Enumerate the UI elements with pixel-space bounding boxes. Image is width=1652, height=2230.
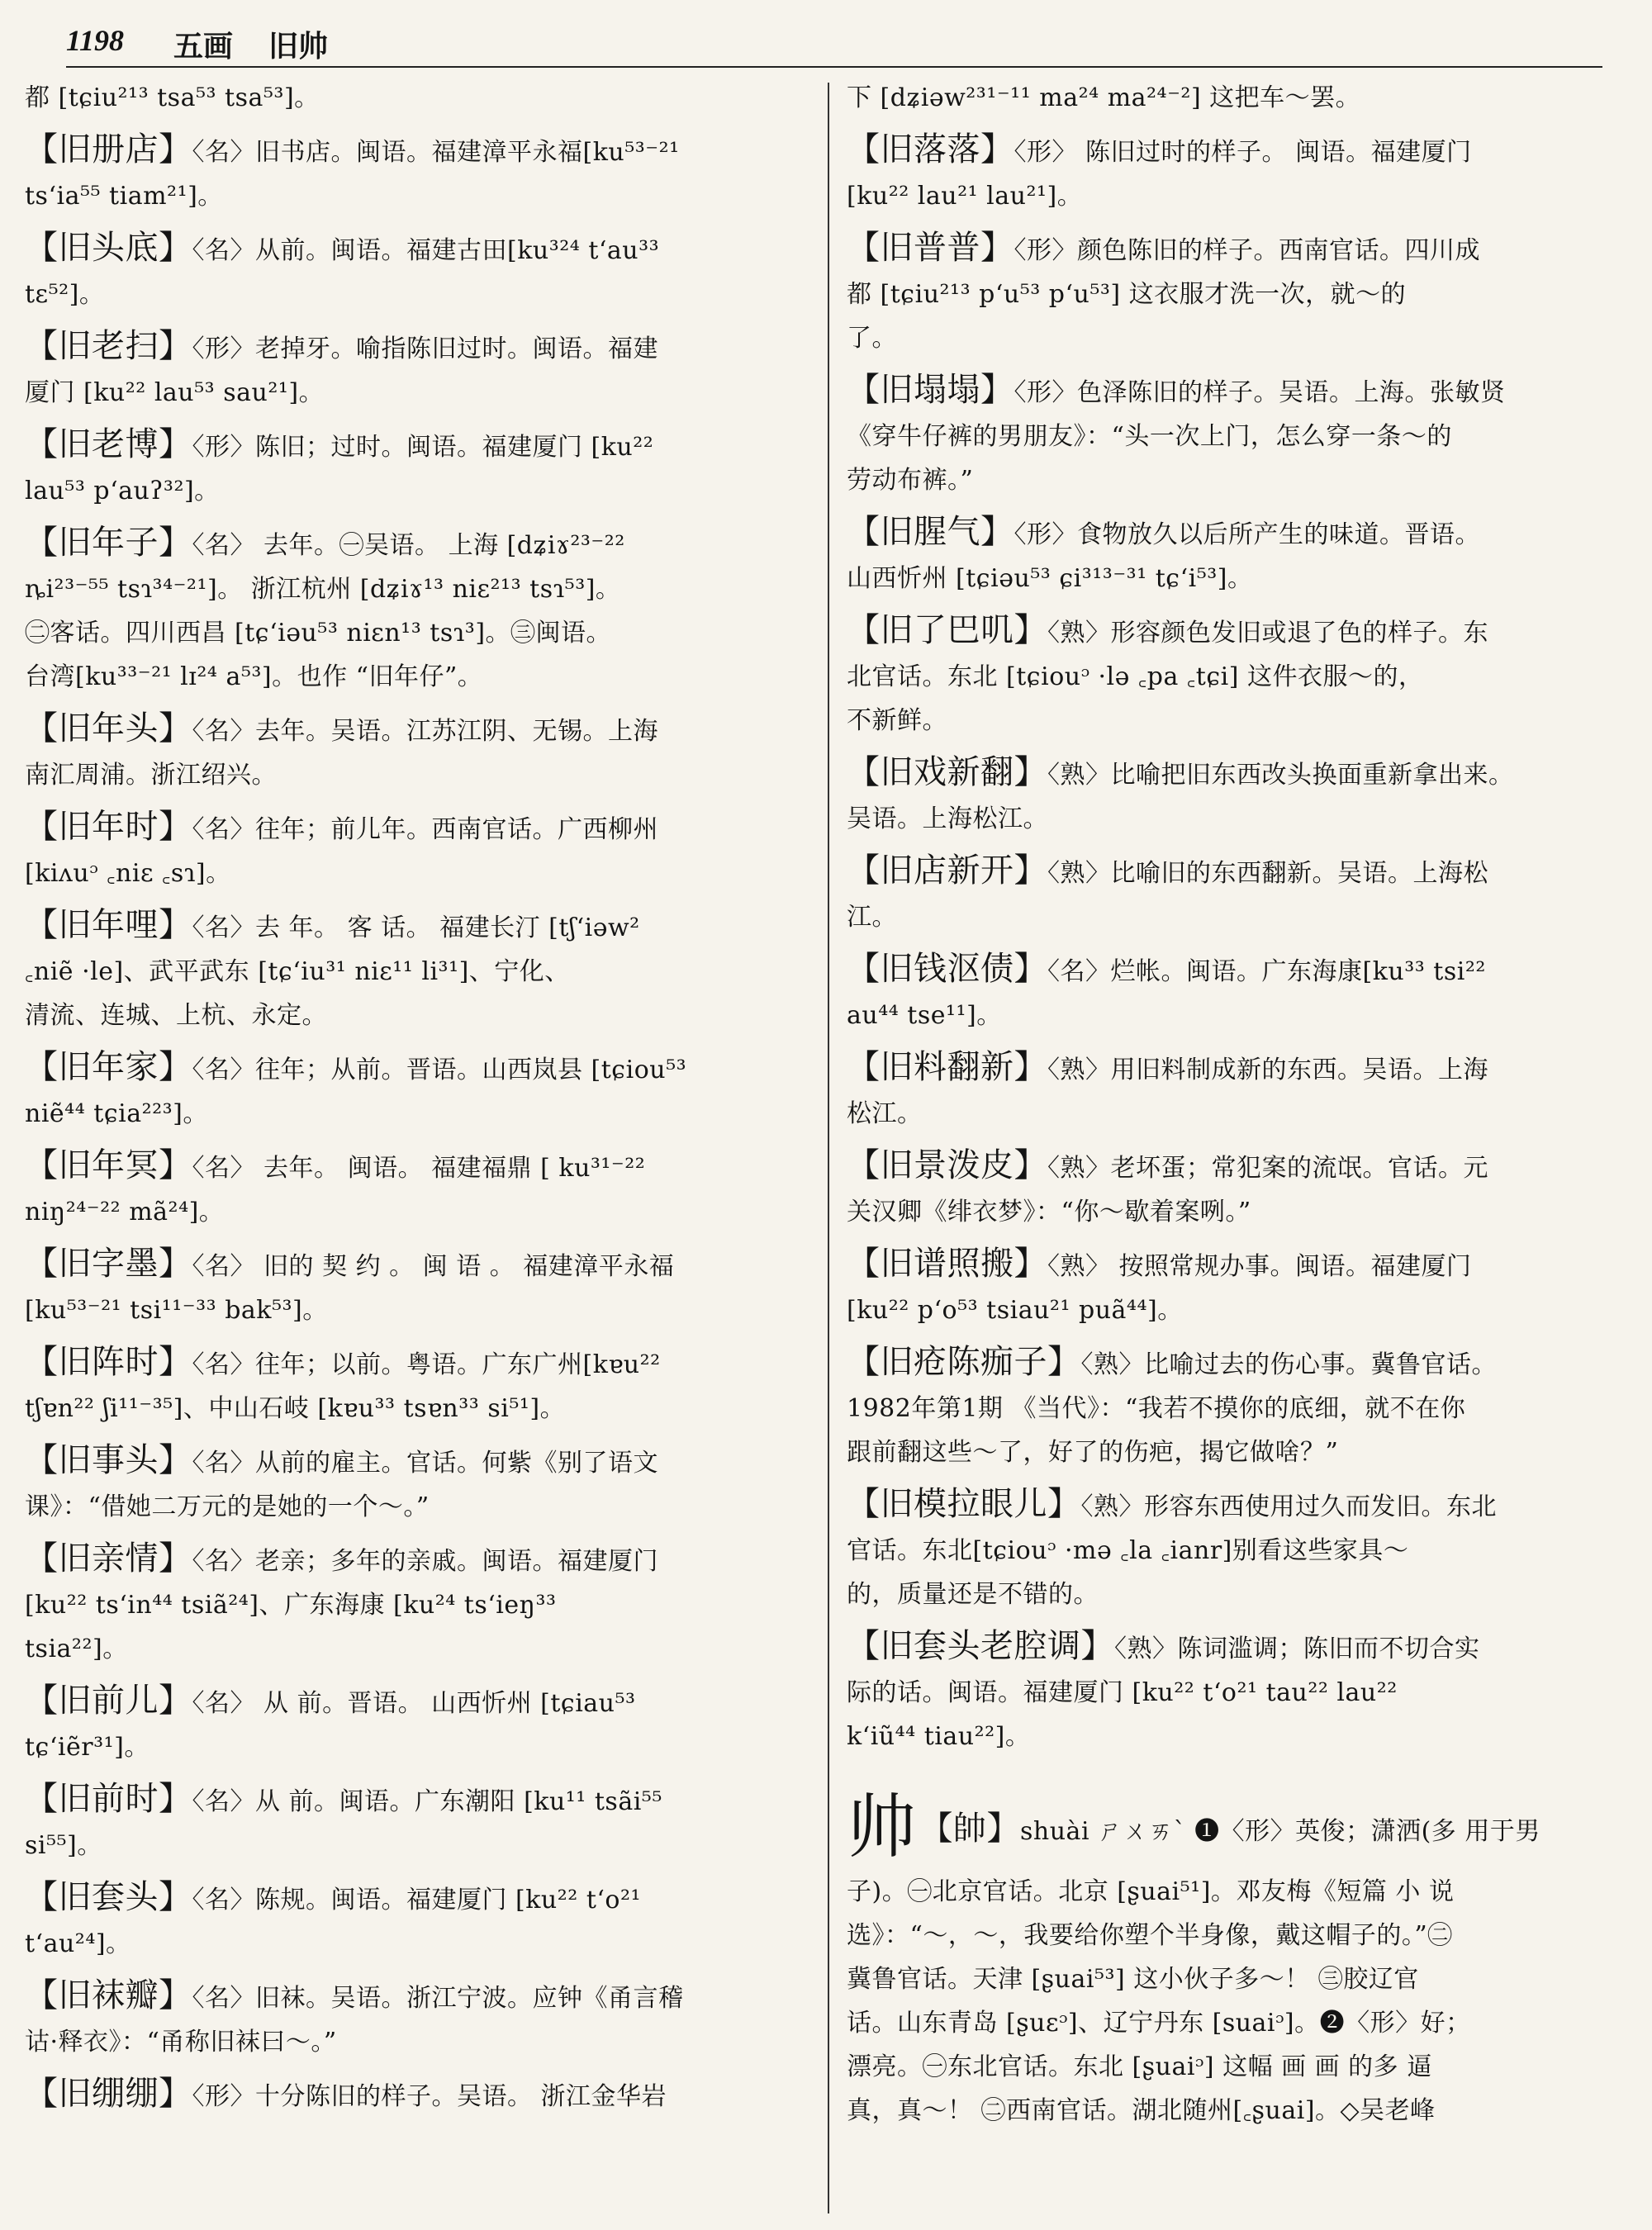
dictionary-entry <box>847 849 1627 939</box>
entry-line <box>25 1679 801 1725</box>
entry-text: ts‘ia⁵⁵ tiam²¹]。 <box>25 182 223 211</box>
entry-line <box>847 1288 1627 1332</box>
entry-headword: 【旧亲情】 <box>25 1540 192 1578</box>
entry-text: [ku⁵³⁻²¹ tsi¹¹⁻³³ bak⁵³]。 <box>25 1296 328 1325</box>
dictionary-entry <box>25 1777 801 1867</box>
entry-line <box>25 469 801 513</box>
entry-line <box>847 1715 1627 1758</box>
dictionary-entry <box>847 510 1627 600</box>
entry-headword: 【旧模拉眼儿】 <box>847 1485 1081 1523</box>
entry-text: 吴语。上海松江。 <box>847 804 1048 833</box>
entry-headword: 【旧年哩】 <box>25 906 192 944</box>
entry-text: 选》：“～，～，我要给你塑个半身像，戴这帽子的。”㊁ <box>847 1921 1453 1950</box>
entry-text: 〈熟〉比喻把旧东西改头换面重新拿出来。 <box>1047 761 1514 790</box>
entry-text: 〈形〉十分陈旧的样子。吴语。 浙江金华岩 <box>192 2082 667 2111</box>
entry-line <box>25 226 801 273</box>
entry-headword: 【旧套头老腔调】 <box>847 1627 1114 1665</box>
entry-headword: 【旧年家】 <box>25 1048 192 1086</box>
entry-text: au⁴⁴ tse¹¹]。 <box>847 1001 1002 1030</box>
dictionary-entry <box>25 904 801 1037</box>
dictionary-entry <box>25 521 801 699</box>
entry-line <box>25 1387 801 1431</box>
entry-line <box>847 1340 1627 1387</box>
dictionary-entry <box>25 1340 801 1431</box>
entry-line <box>847 174 1627 218</box>
entry-line <box>25 371 801 415</box>
dictionary-entry <box>847 128 1627 218</box>
entry-line <box>847 368 1627 415</box>
entry-headword: 【旧袜瓣】 <box>25 1976 192 2014</box>
entry-text: 的，质量还是不错的。 <box>847 1580 1099 1609</box>
entry-line <box>25 1046 801 1092</box>
entry-headword: 【旧料翻新】 <box>847 1048 1047 1086</box>
dictionary-entry <box>25 1537 801 1671</box>
dictionary-entry <box>847 226 1627 360</box>
dictionary-entry <box>847 609 1627 743</box>
entry-line <box>25 655 801 699</box>
entry-text: 〈熟〉老坏蛋；常犯案的流氓。官话。元 <box>1047 1154 1488 1183</box>
section-gap <box>847 1767 1627 1790</box>
dictionary-entry <box>25 325 801 415</box>
entry-headword: 【旧腥气】 <box>847 513 1014 551</box>
entry-headword: 【旧事头】 <box>25 1441 192 1479</box>
entry-text: shuài ㄕㄨㄞˋ ❶〈形〉英俊；潇洒(多 用于男 <box>1020 1817 1540 1846</box>
entry-text: niẽ⁴⁴ tɕia²²³]。 <box>25 1099 208 1128</box>
dictionary-entry <box>847 1483 1627 1616</box>
entry-headword: 【旧阵时】 <box>25 1343 192 1381</box>
page-header <box>66 18 1602 68</box>
entry-line <box>25 753 801 797</box>
entry-line <box>847 1790 1627 1870</box>
entry-headword: 【旧戏新翻】 <box>847 753 1047 791</box>
entry-line <box>847 895 1627 939</box>
entry-line <box>847 1483 1627 1529</box>
entry-text: 〈名〉陈规。闽语。福建厦门 [ku²² t‘o²¹ <box>192 1886 642 1914</box>
dictionary-entry <box>25 1046 801 1136</box>
entry-line <box>25 805 801 852</box>
entry-line <box>847 1431 1627 1474</box>
entry-text: 〈名〉 去年。 闽语。 福建福鼎 [ ku³¹⁻²² <box>192 1154 646 1183</box>
dictionary-entry <box>847 76 1627 120</box>
entry-line <box>847 458 1627 502</box>
entry-line <box>25 1144 801 1190</box>
entry-line <box>847 751 1627 797</box>
entry-line <box>847 1144 1627 1190</box>
entry-line <box>847 994 1627 1037</box>
entry-headword: 【旧前时】 <box>25 1780 192 1818</box>
entry-text: [ku²² p‘o⁵³ tsiau²¹ puã⁴⁴]。 <box>847 1296 1183 1325</box>
entry-text: 〈名〉 去年。㊀吴语。 上海 [dʑiɤ²³⁻²² <box>192 531 625 560</box>
entry-text: si⁵⁵]。 <box>25 1831 102 1860</box>
dictionary-entry <box>847 1046 1627 1136</box>
entry-line <box>847 849 1627 895</box>
dictionary-entry <box>25 1974 801 2064</box>
entry-headword: 【旧年冥】 <box>25 1146 192 1184</box>
entry-line <box>25 852 801 895</box>
entry-text: 〈名〉从 前。闽语。广东潮阳 [ku¹¹ tsãi⁵⁵ <box>192 1787 662 1816</box>
entry-text: 诂·释衣》：“甬称旧袜曰～。” <box>25 2028 337 2057</box>
entry-line <box>25 904 801 950</box>
entry-line <box>25 273 801 316</box>
dictionary-entry <box>25 1679 801 1769</box>
entry-text: 〈熟〉比喻过去的伤心事。冀鲁官话。 <box>1080 1350 1497 1379</box>
entry-text: 〈形〉 陈旧过时的样子。 闽语。福建厦门 <box>1014 138 1472 167</box>
entry-text: ȵi²³⁻⁵⁵ tsɿ³⁴⁻²¹]。 浙江杭州 [dʑiɤ¹³ niɛ²¹³ tsɿ⁵³]。 <box>25 575 621 604</box>
entry-text: 〈熟〉形容东西使用过久而发旧。东北 <box>1080 1492 1497 1521</box>
entry-line <box>25 1583 801 1627</box>
entry-text: 际的话。闽语。福建厦门 [ku²² t‘o²¹ tau²² lau²² <box>847 1678 1398 1707</box>
entry-line <box>847 316 1627 360</box>
entry-text: lau⁵³ p‘auʔ³²]。 <box>25 477 220 505</box>
entry-line <box>847 1573 1627 1616</box>
entry-text: [ku²² ts‘in⁴⁴ tsiã²⁴]、广东海康 [ku²⁴ ts‘ieŋ³³ <box>25 1591 557 1620</box>
page-number: 1198 <box>66 24 125 57</box>
entry-text: 了。 <box>847 324 897 353</box>
entry-text: 〈名〉从前。闽语。福建古田[ku³²⁴ t‘au³³ <box>192 236 660 265</box>
dictionary-entry <box>25 805 801 895</box>
entry-text: 《穿牛仔裤的男朋友》：“头一次上门，怎么穿一条～的 <box>847 422 1452 451</box>
entry-text: tsia²²]。 <box>25 1635 128 1663</box>
entry-line <box>847 655 1627 699</box>
entry-headword: 【旧谱照搬】 <box>847 1245 1047 1283</box>
entry-text: 官话。东北[tɕiouᵓ ·mə ꜀la ꜀ianr]别看这些家具～ <box>847 1536 1409 1565</box>
entry-line <box>847 609 1627 655</box>
entry-text: 〈名〉往年；以前。粤语。广东广州[kɐu²² <box>192 1350 661 1379</box>
entry-line <box>25 994 801 1037</box>
entry-line <box>847 1387 1627 1431</box>
entry-text: 〈熟〉比喻旧的东西翻新。吴语。上海松 <box>1047 859 1488 888</box>
entry-text: 1982年第1期 《当代》：“我若不摸你的底细，就不在你 <box>847 1394 1466 1423</box>
entry-text: 〈形〉颜色陈旧的样子。西南官话。四川成 <box>1014 236 1480 265</box>
dictionary-entry <box>847 368 1627 502</box>
entry-line <box>847 76 1627 120</box>
dictionary-entry <box>25 76 801 120</box>
entry-line <box>847 226 1627 273</box>
entry-line <box>25 1627 801 1671</box>
entry-text: 〈熟〉用旧料制成新的东西。吴语。上海 <box>1047 1056 1488 1084</box>
entry-text: [kiʌuᵓ ꜀niɛ ꜀sɿ]。 <box>25 859 231 888</box>
dictionary-entry <box>25 1242 801 1332</box>
entry-line <box>847 2089 1627 2133</box>
entry-line <box>25 1876 801 1922</box>
entry-line <box>847 1914 1627 1957</box>
entry-line <box>25 521 801 567</box>
entry-line <box>25 567 801 611</box>
dictionary-entry <box>25 2072 801 2118</box>
entry-text: niŋ²⁴⁻²² mã²⁴]。 <box>25 1198 225 1226</box>
entry-text: 北官话。东北 [tɕiouᵓ ·lə ꜀pa ꜀tɕi] 这件衣服～的， <box>847 662 1424 691</box>
entry-line <box>847 699 1627 743</box>
entry-headword: 【旧落落】 <box>847 130 1014 168</box>
entry-line <box>25 611 801 655</box>
entry-headword: 【旧塌塌】 <box>847 371 1014 409</box>
entry-line <box>25 174 801 218</box>
entry-text: 〈形〉陈旧；过时。闽语。福建厦门 [ku²² <box>192 433 654 462</box>
entry-text: 关汉卿《绯衣梦》：“你～歇着案咧。” <box>847 1198 1251 1226</box>
entry-line <box>25 1340 801 1387</box>
entry-line <box>25 2020 801 2064</box>
dictionary-entry <box>847 947 1627 1037</box>
entry-headword: 【旧钱沤债】 <box>847 950 1047 988</box>
entry-text: 〈熟〉陈词滥调；陈旧而不切合实 <box>1114 1635 1480 1663</box>
entry-text: 劳动布裤。” <box>847 466 974 495</box>
dictionary-entry <box>847 1340 1627 1474</box>
dictionary-entry <box>847 1144 1627 1234</box>
entry-text: 话。山东青岛 [ʂuɛᵓ]、辽宁丹东 [suaiᵓ]。❷〈形〉好； <box>847 2009 1471 2038</box>
entry-line <box>847 1957 1627 2001</box>
entry-line <box>25 1190 801 1234</box>
entry-line <box>25 1092 801 1136</box>
entry-line <box>847 1190 1627 1234</box>
entry-text: 〈名〉往年；从前。晋语。山西岚县 [tɕiou⁵³ <box>192 1056 687 1084</box>
dictionary-entry <box>847 1625 1627 1758</box>
entry-text: 真，真～！ ㊁西南官话。湖北随州[꜀ʂuai]。◇吴老峰 <box>847 2096 1436 2125</box>
entry-text: 厦门 [ku²² lau⁵³ sau²¹]。 <box>25 378 325 407</box>
entry-text: 冀鲁官话。天津 [ʂuai⁵³] 这小伙子多～！ ㊂胶辽官 <box>847 1965 1419 1994</box>
entry-text: 下 [dʑiəw²³¹⁻¹¹ ma²⁴ ma²⁴⁻²] 这把车～罢。 <box>847 83 1361 112</box>
entry-headword: 【旧前儿】 <box>25 1682 192 1720</box>
headword-range: 旧帅 <box>268 29 329 64</box>
entry-line <box>25 325 801 371</box>
entry-line <box>25 1824 801 1867</box>
entry-headword: 【旧绷绷】 <box>25 2075 192 2113</box>
entry-line <box>25 950 801 994</box>
entry-line <box>847 557 1627 600</box>
entry-line <box>25 1485 801 1529</box>
entry-headword: 【旧套头】 <box>25 1878 192 1916</box>
entry-text: 不新鲜。 <box>847 706 947 735</box>
left-column <box>25 76 801 2127</box>
main-headword: 帅 <box>847 1790 917 1867</box>
dictionary-entry <box>25 128 801 218</box>
entry-line <box>25 1288 801 1332</box>
entry-line <box>25 1242 801 1288</box>
entry-text: 〈名〉去年。吴语。江苏江阴、无锡。上海 <box>192 717 658 746</box>
entry-line <box>847 2045 1627 2089</box>
column-divider <box>828 83 829 2213</box>
entry-headword: 【旧年头】 <box>25 709 192 747</box>
entry-line <box>847 1092 1627 1136</box>
entry-text: 〈形〉色泽陈旧的样子。吴语。上海。张敏贤 <box>1014 378 1506 407</box>
dictionary-entry <box>847 1242 1627 1332</box>
entry-text: 都 [tɕiu²¹³ p‘u⁵³ p‘u⁵³] 这衣服才洗一次，就～的 <box>847 280 1407 309</box>
entry-line <box>847 273 1627 316</box>
entry-text: 〈名〉旧袜。吴语。浙江宁波。应钟《甬言稽 <box>192 1984 684 2013</box>
entry-text: 〈名〉去 年。 客 话。 福建长汀 [tʃ‘iəw² <box>192 913 640 942</box>
entry-headword: 【旧老扫】 <box>25 327 192 365</box>
entry-headword: 【旧字墨】 <box>25 1245 192 1283</box>
entry-text: 〈名〉从前的雇主。官话。何紫《别了语文 <box>192 1449 658 1478</box>
entry-line <box>25 1777 801 1824</box>
entry-text: 〈名〉 旧的 契 约 。 闽 语 。 福建漳平永福 <box>192 1252 675 1281</box>
entry-text: [ku²² lau²¹ lau²¹]。 <box>847 182 1083 211</box>
entry-line <box>847 1870 1627 1914</box>
dictionary-entry <box>25 423 801 513</box>
entry-line <box>25 1922 801 1966</box>
entry-text: tʃɐn²² ʃi¹¹⁻³⁵]、中山石岐 [kɐu³³ tsɐn³³ si⁵¹]。 <box>25 1394 566 1423</box>
entry-line <box>25 1439 801 1485</box>
entry-text: 松江。 <box>847 1099 923 1128</box>
entry-text: 〈形〉老掉牙。喻指陈旧过时。闽语。福建 <box>192 334 658 363</box>
entry-text: 清流、连城、上杭、永定。 <box>25 1001 327 1030</box>
entry-text: 江。 <box>847 903 897 932</box>
entry-headword: 【旧年子】 <box>25 524 192 562</box>
dictionary-entry <box>25 1439 801 1529</box>
entry-line <box>25 1725 801 1769</box>
dictionary-entry <box>847 1790 1627 2133</box>
entry-headword: 【旧疮陈痂子】 <box>847 1343 1081 1381</box>
entry-text: ꜀niẽ ·le]、武平武东 [tɕ‘iu³¹ niɛ¹¹ li³¹]、宁化、 <box>25 957 570 986</box>
entry-line <box>25 1537 801 1583</box>
right-column <box>847 76 1627 2141</box>
entry-text: 〈名〉 从 前。晋语。 山西忻州 [tɕiau⁵³ <box>192 1689 636 1718</box>
entry-line <box>25 1974 801 2020</box>
entry-text: 漂亮。㊀东北官话。东北 [ʂuaiᵓ] 这幅 画 画 的多 逼 <box>847 2052 1432 2081</box>
entry-headword: 【旧了巴叽】 <box>847 611 1047 649</box>
entry-text: 都 [tɕiu²¹³ tsa⁵³ tsa⁵³]。 <box>25 83 320 112</box>
stroke-count-label: 五画 <box>173 29 234 64</box>
entry-text: 山西忻州 [tɕiəu⁵³ ɕi³¹³⁻³¹ tɕ‘i⁵³]。 <box>847 564 1253 593</box>
entry-text: k‘iũ⁴⁴ tiau²²]。 <box>847 1722 1031 1751</box>
entry-headword: 【旧店新开】 <box>847 852 1047 890</box>
dictionary-entry <box>25 1144 801 1234</box>
entry-headword: 【旧老博】 <box>25 425 192 463</box>
entry-text: 子)。㊀北京官话。北京 [ʂuai⁵¹]。邓友梅《短篇 小 说 <box>847 1877 1455 1906</box>
entry-headword: 【旧年时】 <box>25 808 192 846</box>
entry-text: 〈熟〉 按照常规办事。闽语。福建厦门 <box>1047 1252 1472 1281</box>
entry-line <box>847 415 1627 458</box>
entry-line <box>847 2001 1627 2045</box>
entry-line <box>847 947 1627 994</box>
entry-line <box>25 423 801 469</box>
entry-line <box>25 2072 801 2118</box>
entry-text: tɛ⁵²]。 <box>25 280 105 309</box>
entry-line <box>25 128 801 174</box>
entry-line <box>847 797 1627 841</box>
entry-line <box>847 1625 1627 1671</box>
entry-text: 〈形〉食物放久以后所产生的味道。晋语。 <box>1014 520 1480 549</box>
entry-text: tɕ‘iẽr³¹]。 <box>25 1733 150 1762</box>
entry-text: 南汇周浦。浙江绍兴。 <box>25 761 277 790</box>
entry-line <box>847 1671 1627 1715</box>
entry-text: ㊁客话。四川西昌 [tɕ‘iəu⁵³ niɛn¹³ tsɿ³]。㊂闽语。 <box>25 619 612 648</box>
entry-headword: 【帥】 <box>919 1810 1021 1848</box>
dictionary-entry <box>25 226 801 316</box>
entry-text: 跟前翻这些～了，好了的伤疤，揭它做啥？” <box>847 1438 1339 1467</box>
entry-text: 〈名〉旧书店。闽语。福建漳平永福[ku⁵³⁻²¹ <box>192 138 680 167</box>
dictionary-entry <box>25 707 801 797</box>
entry-line <box>25 707 801 753</box>
entry-text: t‘au²⁴]。 <box>25 1929 131 1958</box>
entry-headword: 【旧普普】 <box>847 229 1014 267</box>
entry-text: 〈名〉往年；前儿年。西南官话。广西柳州 <box>192 815 658 844</box>
entry-headword: 【旧头底】 <box>25 229 192 267</box>
entry-line <box>847 128 1627 174</box>
entry-headword: 【旧册店】 <box>25 130 192 168</box>
dictionary-entry <box>25 1876 801 1966</box>
entry-line <box>847 1046 1627 1092</box>
entry-text: 台湾[ku³³⁻²¹ lɪ²⁴ a⁵³]。也作 “旧年仔”。 <box>25 662 483 691</box>
dictionary-entry <box>847 751 1627 841</box>
entry-line <box>847 1242 1627 1288</box>
entry-text: 课》：“借她二万元的是她的一个～。” <box>25 1492 430 1521</box>
entry-line <box>847 510 1627 557</box>
entry-headword: 【旧景泼皮】 <box>847 1146 1047 1184</box>
entry-text: 〈名〉烂帐。闽语。广东海康[ku³³ tsi²² <box>1047 957 1486 986</box>
entry-text: 〈熟〉形容颜色发旧或退了色的样子。东 <box>1047 619 1488 648</box>
entry-line <box>847 1529 1627 1573</box>
entry-line <box>25 76 801 120</box>
entry-text: 〈名〉老亲；多年的亲戚。闽语。福建厦门 <box>192 1547 658 1576</box>
